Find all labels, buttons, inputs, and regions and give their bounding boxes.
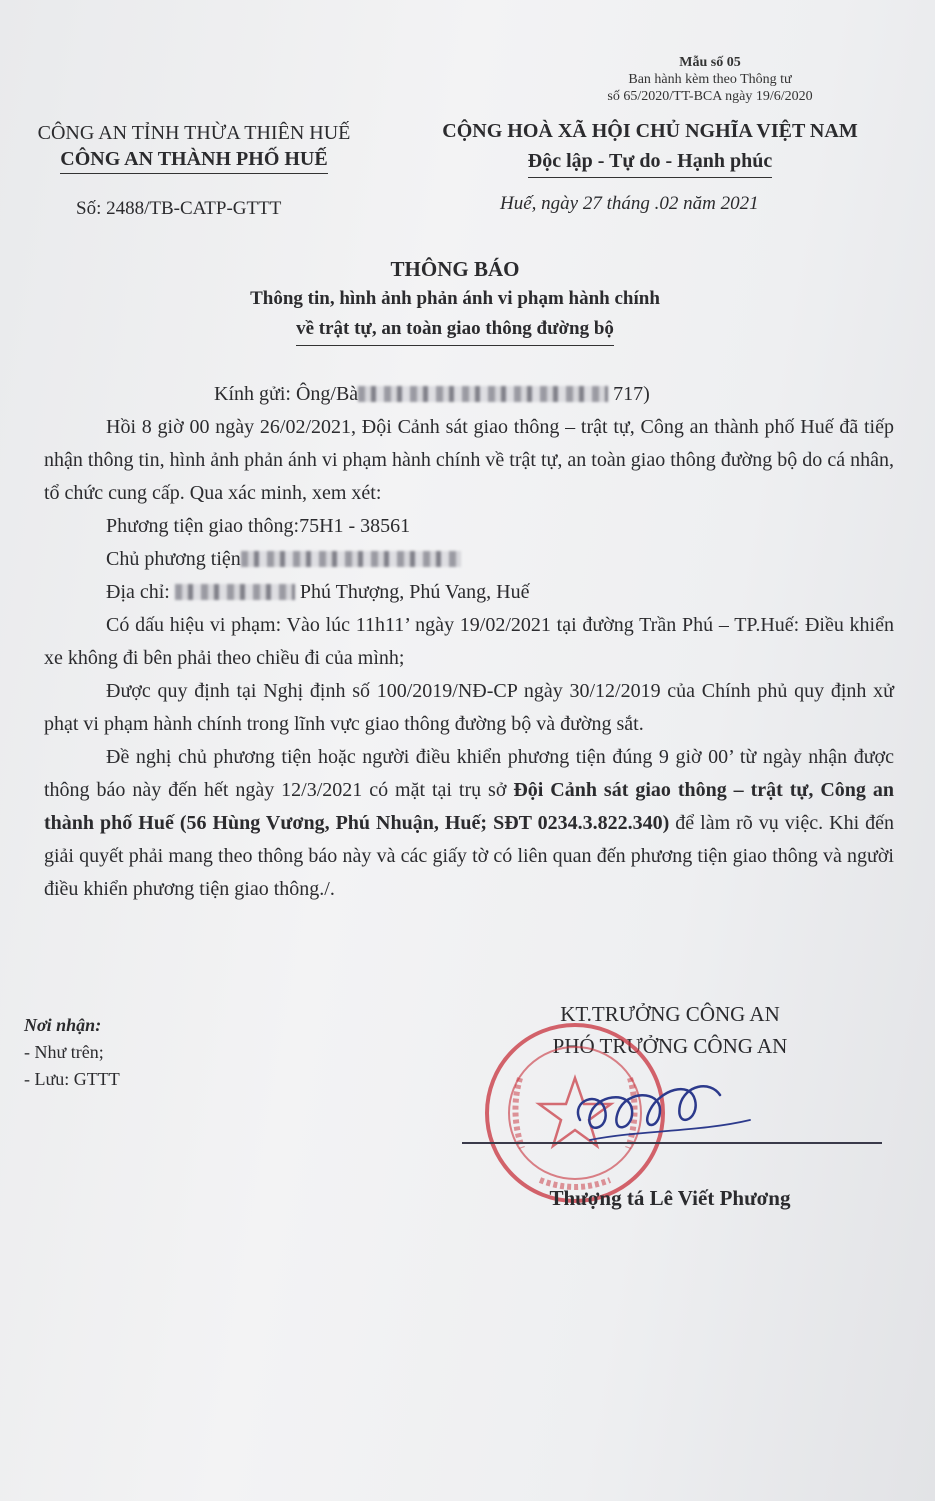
signature-underline	[462, 1142, 882, 1144]
greeting-suffix: 717)	[613, 383, 650, 405]
country-name: CỘNG HOÀ XÃ HỘI CHỦ NGHĨA VIỆT NAM	[442, 120, 858, 142]
form-number: Mẫu số 05	[679, 55, 741, 70]
request-paragraph	[44, 741, 894, 906]
address-line	[44, 576, 894, 609]
recipient-item: - Như trên;	[24, 1042, 104, 1062]
paragraph-intro: Hồi 8 giờ 00 ngày 26/02/2021, Đội Cảnh sát giao thông – trật tự, Công an thành phố Huế đã tiếp nhận thông tin, hình ảnh phản ánh vi phạm hành chính về trật tự, an toàn giao thông đường bộ do cá nhân, tổ chức cung cấp. Qua xác minh, xem xét:	[44, 416, 894, 504]
redacted-name	[358, 386, 608, 402]
place-date: Huế, ngày 27 tháng .02 năm 2021	[500, 193, 759, 214]
document-body	[44, 378, 894, 906]
request-part-b: để làm rõ vụ việc. Khi đến giải quyết phải mang theo thông báo này và các giấy tờ có liên quan đến phương tiện giao thông và người điều khiển phương tiện giao thông./.	[44, 812, 894, 900]
handwritten-signature	[560, 1060, 760, 1150]
recipients-label: Nơi nhận:	[24, 1015, 102, 1035]
greeting-prefix: Kính gửi: Ông/Bà	[214, 383, 359, 405]
owner-line	[44, 543, 894, 576]
national-header	[410, 116, 890, 178]
violation-paragraph: Có dấu hiệu vi phạm: Vào lúc 11h11’ ngày 19/02/2021 tại đường Trần Phú – TP.Huế: Điều khiển xe không đi bên phải theo chiều đi của mình;	[44, 614, 894, 669]
document-number: Số: 2488/TB-CATP-GTTT	[76, 198, 282, 219]
vehicle-line: Phương tiện giao thông:75H1 - 38561	[106, 515, 411, 537]
title-sub-1: Thông tin, hình ảnh phản ánh vi phạm hành chính	[250, 288, 660, 309]
agency-name: CÔNG AN THÀNH PHỐ HUẾ	[60, 146, 327, 174]
document-title	[160, 254, 750, 346]
greeting	[44, 378, 894, 411]
request-part-a: Đề nghị chủ phương tiện hoặc người điều khiển phương tiện đúng 9 giờ 00’ từ ngày nhận được thông báo này đến hết ngày 12/3/2021 có mặt tại trụ sở	[44, 746, 894, 801]
request-office: Đội Cảnh sát giao thông – trật tự, Công an thành phố Huế (56 Hùng Vương, Phú Nhuận, Huế; SĐT 0234.3.822.340)	[44, 779, 894, 834]
title-sub-2: về trật tự, an toàn giao thông đường bộ	[296, 314, 614, 346]
recipient-item: - Lưu: GTTT	[24, 1069, 120, 1089]
signature-line-1: KT.TRƯỞNG CÔNG AN	[560, 1002, 780, 1026]
address-suffix: Phú Thượng, Phú Vang, Huế	[299, 581, 530, 603]
form-line-2: số 65/2020/TT-BCA ngày 19/6/2020	[607, 89, 813, 104]
owner-prefix: Chủ phương tiện	[106, 548, 241, 570]
redacted-address	[175, 584, 295, 600]
address-prefix: Địa chỉ:	[106, 581, 170, 603]
form-line-1: Ban hành kèm theo Thông tư	[628, 72, 792, 87]
redacted-owner	[241, 551, 461, 567]
form-reference	[560, 54, 860, 105]
regulation-paragraph: Được quy định tại Nghị định số 100/2019/NĐ-CP ngày 30/12/2019 của Chính phủ quy định xử phạt vi phạm hành chính trong lĩnh vực giao thông đường bộ và đường sắt.	[44, 680, 894, 735]
title-heading: THÔNG BÁO	[390, 257, 520, 281]
issuing-agency	[14, 120, 374, 174]
motto: Độc lập - Tự do - Hạnh phúc	[528, 146, 772, 178]
signature-line-2: PHÓ TRƯỞNG CÔNG AN	[552, 1034, 788, 1058]
signer-name: Thượng tá Lê Viết Phương	[549, 1186, 791, 1210]
agency-parent: CÔNG AN TỈNH THỪA THIÊN HUẾ	[37, 122, 351, 144]
recipients	[24, 1012, 120, 1093]
